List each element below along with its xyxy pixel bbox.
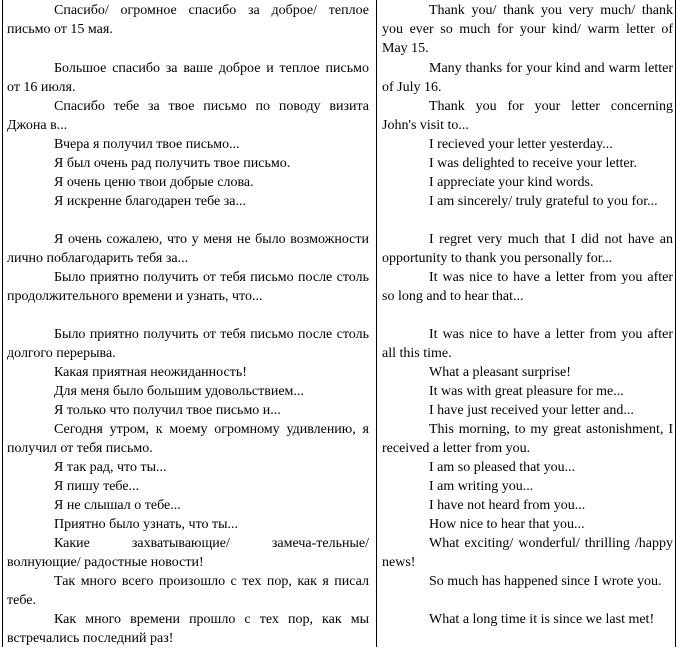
en-phrase-7: I am sincerely/ truly grateful to you for... bbox=[429, 194, 658, 209]
en-phrase-1: Thank you/ thank you very much/ thank you ever so much for your kind/ warm letter of May 15. bbox=[382, 3, 673, 56]
ru-phrase-20: Так много всего произошло с тех пор, как я писал тебе. bbox=[7, 574, 369, 608]
ru-phrase-3: Спасибо тебе за твое письмо по поводу визита Джона в... bbox=[7, 99, 369, 133]
en-phrase-18: How nice to hear that you... bbox=[429, 517, 585, 532]
en-phrase-10: It was nice to have a letter from you after all this time. bbox=[382, 327, 673, 361]
en-phrase-8: I regret very much that I did not have an opportunity to thank you personally for... bbox=[382, 232, 673, 266]
en-phrase-4: I recieved your letter yesterday... bbox=[429, 137, 613, 152]
ru-phrase-17: Я не слышал о тебе... bbox=[54, 498, 181, 513]
ru-phrase-12: Для меня было большим удовольствием... bbox=[54, 384, 304, 399]
ru-phrase-6: Я очень ценю твои добрые слова. bbox=[54, 175, 254, 190]
ru-phrase-21: Как много времени прошло с тех пор, как мы встречались последний раз! bbox=[7, 612, 369, 646]
ru-phrase-16: Я пишу тебе... bbox=[54, 479, 140, 494]
en-phrase-17: I have not heard from you... bbox=[429, 498, 586, 513]
column-divider bbox=[376, 0, 377, 647]
ru-phrase-8: Я очень сожалею, что у меня не было возможности лично поблагодарить тебя за... bbox=[7, 232, 369, 266]
ru-phrase-1: Спасибо/ огромное спасибо за доброе/ теплое письмо от 15 мая. bbox=[7, 3, 369, 37]
ru-phrase-11: Какая приятная неожиданность! bbox=[54, 365, 247, 380]
en-phrase-2: Many thanks for your kind and warm letter of July 16. bbox=[382, 61, 673, 95]
ru-phrase-18: Приятно было узнать, что ты... bbox=[54, 517, 239, 532]
en-phrase-13: I have just received your letter and... bbox=[429, 403, 634, 418]
en-phrase-6: I appreciate your kind words. bbox=[429, 175, 594, 190]
en-phrase-5: I was delighted to receive your letter. bbox=[429, 156, 637, 171]
en-phrase-12: It was with great pleasure for me... bbox=[429, 384, 624, 399]
ru-phrase-7: Я искренне благодарен тебе за... bbox=[54, 194, 246, 209]
ru-phrase-10: Было приятно получить от тебя письмо после столь долгого перерыва. bbox=[7, 327, 369, 361]
en-phrase-14: This morning, to my great astonishment, I received a letter from you. bbox=[382, 422, 673, 456]
ru-phrase-19: Какие захватывающие/ замеча-тельные/ волнующие/ радостные новости! bbox=[7, 536, 369, 570]
en-phrase-3: Thank you for your letter concerning John's visit to... bbox=[382, 99, 673, 133]
phrase-table bbox=[2, 0, 676, 647]
ru-phrase-9: Было приятно получить от тебя письмо после столь продолжительного времени и узнать, что... bbox=[7, 270, 369, 304]
ru-phrase-14: Сегодня утром, к моему огромному удивлению, я получил от тебя письмо. bbox=[7, 422, 369, 456]
en-phrase-15: I am so pleased that you... bbox=[429, 460, 576, 475]
ru-phrase-15: Я так рад, что ты... bbox=[54, 460, 167, 475]
en-phrase-16: I am writing you... bbox=[429, 479, 534, 494]
ru-phrase-13: Я только что получил твое письмо и... bbox=[54, 403, 281, 418]
en-phrase-11: What a pleasant surprise! bbox=[429, 365, 571, 380]
en-phrase-21: What a long time it is since we last met! bbox=[429, 612, 655, 627]
ru-phrase-2: Большое спасибо за ваше доброе и теплое письмо от 16 июля. bbox=[7, 61, 369, 95]
ru-phrase-5: Я был очень рад получить твое письмо. bbox=[54, 156, 291, 171]
en-phrase-9: It was nice to have a letter from you after so long and to hear that... bbox=[382, 270, 673, 304]
en-phrase-19: What exciting/ wonderful/ thrilling /happy news! bbox=[382, 536, 673, 570]
ru-phrase-4: Вчера я получил твое письмо... bbox=[54, 137, 240, 152]
en-phrase-20: So much has happened since I wrote you. bbox=[429, 574, 662, 589]
